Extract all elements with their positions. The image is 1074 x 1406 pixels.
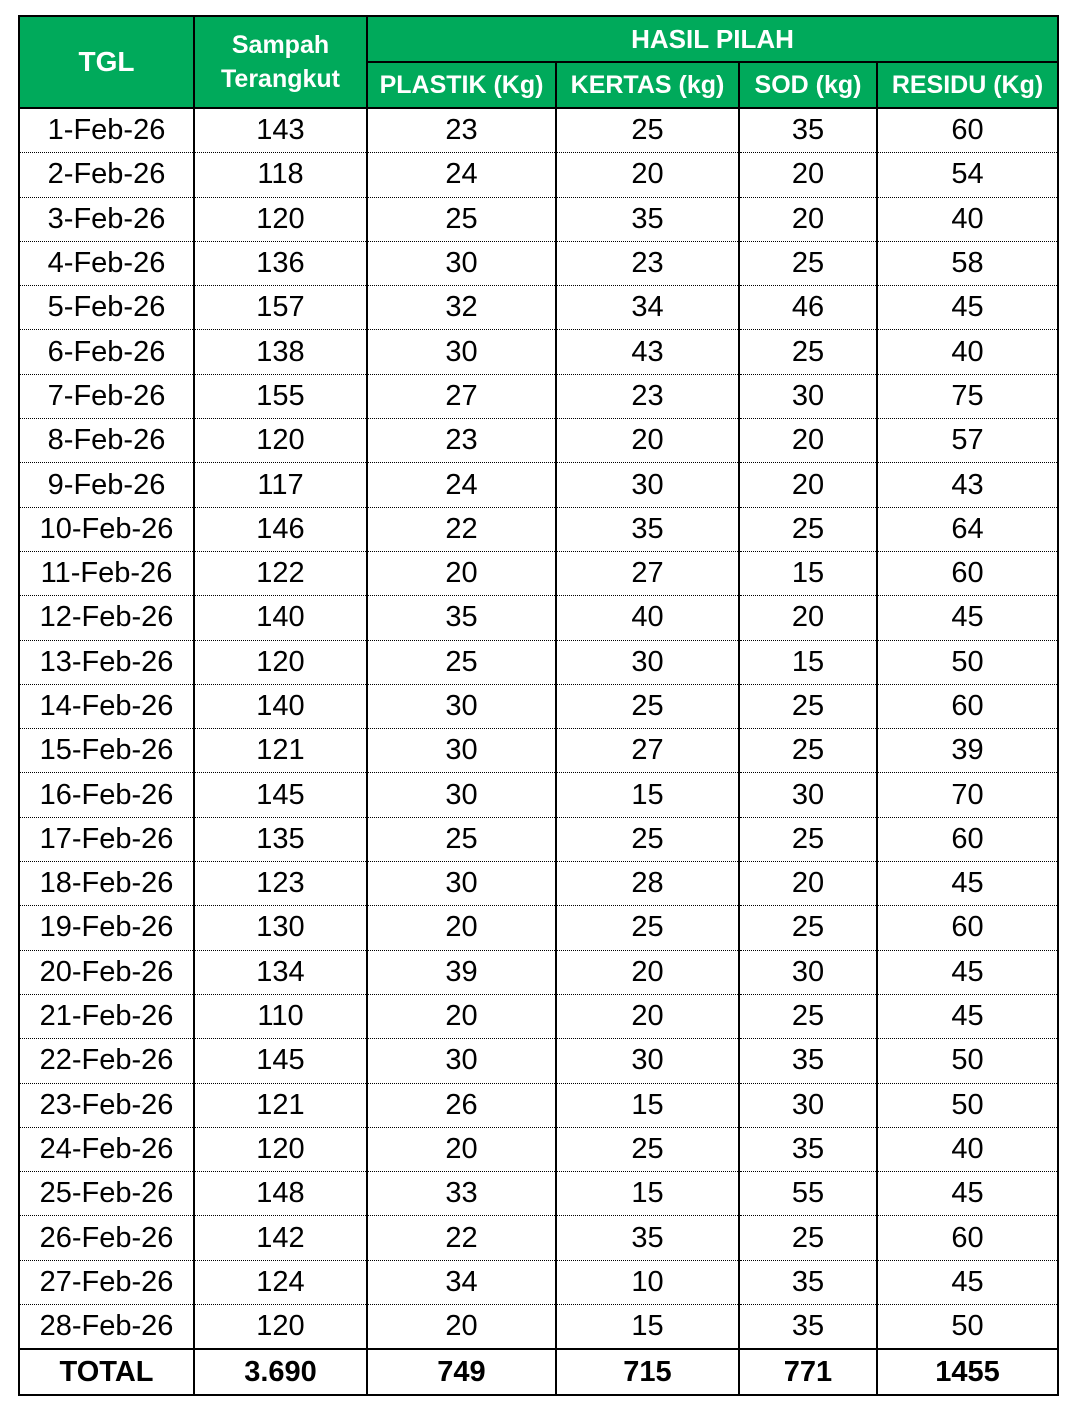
cell-tgl: 27-Feb-26	[19, 1260, 194, 1304]
cell-kertas: 25	[556, 684, 739, 728]
cell-tgl: 4-Feb-26	[19, 241, 194, 285]
cell-plastik: 30	[367, 330, 556, 374]
cell-plastik: 22	[367, 507, 556, 551]
cell-sampah: 145	[194, 1039, 367, 1083]
cell-plastik: 24	[367, 463, 556, 507]
cell-kertas: 43	[556, 330, 739, 374]
cell-plastik: 25	[367, 640, 556, 684]
cell-sampah: 136	[194, 241, 367, 285]
cell-plastik: 30	[367, 241, 556, 285]
header-tgl: TGL	[19, 16, 194, 108]
cell-tgl: 12-Feb-26	[19, 596, 194, 640]
cell-residu: 45	[877, 1260, 1058, 1304]
table-row	[19, 950, 1058, 994]
table-row	[19, 1305, 1058, 1350]
cell-sod: 30	[739, 950, 877, 994]
cell-sod: 25	[739, 241, 877, 285]
header-sod: SOD (kg)	[739, 62, 877, 108]
cell-plastik: 27	[367, 374, 556, 418]
cell-sod: 25	[739, 1216, 877, 1260]
cell-sod: 25	[739, 729, 877, 773]
cell-sod: 25	[739, 507, 877, 551]
cell-residu: 50	[877, 640, 1058, 684]
total-residu: 1455	[877, 1349, 1058, 1395]
cell-sampah: 120	[194, 197, 367, 241]
cell-plastik: 26	[367, 1083, 556, 1127]
cell-sampah: 124	[194, 1260, 367, 1304]
table-row	[19, 241, 1058, 285]
cell-kertas: 20	[556, 994, 739, 1038]
cell-plastik: 25	[367, 817, 556, 861]
cell-sod: 20	[739, 153, 877, 197]
cell-kertas: 25	[556, 817, 739, 861]
cell-tgl: 9-Feb-26	[19, 463, 194, 507]
cell-sod: 30	[739, 374, 877, 418]
cell-kertas: 20	[556, 153, 739, 197]
table-row	[19, 419, 1058, 463]
header-residu: RESIDU (Kg)	[877, 62, 1058, 108]
cell-residu: 50	[877, 1083, 1058, 1127]
cell-tgl: 26-Feb-26	[19, 1216, 194, 1260]
cell-sampah: 143	[194, 108, 367, 153]
total-row	[19, 1349, 1058, 1395]
cell-residu: 45	[877, 950, 1058, 994]
cell-sod: 35	[739, 108, 877, 153]
cell-plastik: 30	[367, 1039, 556, 1083]
cell-kertas: 35	[556, 197, 739, 241]
cell-tgl: 2-Feb-26	[19, 153, 194, 197]
cell-kertas: 35	[556, 1216, 739, 1260]
total-label: TOTAL	[19, 1349, 194, 1395]
cell-plastik: 30	[367, 773, 556, 817]
cell-tgl: 1-Feb-26	[19, 108, 194, 153]
cell-residu: 40	[877, 197, 1058, 241]
cell-sampah: 140	[194, 684, 367, 728]
table-row	[19, 817, 1058, 861]
cell-kertas: 30	[556, 463, 739, 507]
cell-tgl: 24-Feb-26	[19, 1127, 194, 1171]
cell-kertas: 25	[556, 1127, 739, 1171]
cell-sod: 35	[739, 1260, 877, 1304]
table-row	[19, 1216, 1058, 1260]
cell-tgl: 14-Feb-26	[19, 684, 194, 728]
cell-sod: 46	[739, 286, 877, 330]
cell-tgl: 17-Feb-26	[19, 817, 194, 861]
cell-kertas: 30	[556, 640, 739, 684]
cell-kertas: 34	[556, 286, 739, 330]
cell-plastik: 23	[367, 108, 556, 153]
cell-residu: 60	[877, 108, 1058, 153]
cell-residu: 45	[877, 994, 1058, 1038]
cell-plastik: 34	[367, 1260, 556, 1304]
cell-sampah: 123	[194, 862, 367, 906]
cell-sampah: 140	[194, 596, 367, 640]
table-row	[19, 1260, 1058, 1304]
cell-sampah: 121	[194, 1083, 367, 1127]
cell-tgl: 22-Feb-26	[19, 1039, 194, 1083]
total-sod: 771	[739, 1349, 877, 1395]
cell-plastik: 22	[367, 1216, 556, 1260]
cell-sampah: 120	[194, 1127, 367, 1171]
table-row	[19, 906, 1058, 950]
cell-residu: 50	[877, 1039, 1058, 1083]
cell-plastik: 20	[367, 994, 556, 1038]
cell-kertas: 15	[556, 1083, 739, 1127]
cell-sod: 25	[739, 906, 877, 950]
cell-sampah: 118	[194, 153, 367, 197]
cell-sod: 35	[739, 1305, 877, 1350]
total-plastik: 749	[367, 1349, 556, 1395]
cell-sampah: 117	[194, 463, 367, 507]
cell-sod: 20	[739, 197, 877, 241]
table-row	[19, 153, 1058, 197]
cell-kertas: 23	[556, 241, 739, 285]
cell-plastik: 24	[367, 153, 556, 197]
table-row	[19, 330, 1058, 374]
cell-residu: 40	[877, 1127, 1058, 1171]
cell-kertas: 20	[556, 950, 739, 994]
cell-tgl: 28-Feb-26	[19, 1305, 194, 1350]
total-sampah: 3.690	[194, 1349, 367, 1395]
cell-sampah: 110	[194, 994, 367, 1038]
cell-sampah: 145	[194, 773, 367, 817]
cell-plastik: 33	[367, 1172, 556, 1216]
cell-plastik: 20	[367, 551, 556, 595]
header-sampah-terangkut	[194, 16, 367, 108]
table-row	[19, 197, 1058, 241]
cell-kertas: 23	[556, 374, 739, 418]
table-row	[19, 596, 1058, 640]
cell-sampah: 120	[194, 1305, 367, 1350]
table-row	[19, 729, 1058, 773]
cell-sod: 25	[739, 817, 877, 861]
cell-plastik: 35	[367, 596, 556, 640]
cell-kertas: 10	[556, 1260, 739, 1304]
cell-residu: 60	[877, 1216, 1058, 1260]
cell-sampah: 120	[194, 640, 367, 684]
cell-residu: 45	[877, 596, 1058, 640]
cell-kertas: 15	[556, 773, 739, 817]
cell-sampah: 134	[194, 950, 367, 994]
cell-kertas: 25	[556, 108, 739, 153]
table-body	[19, 108, 1058, 1349]
header-plastik: PLASTIK (Kg)	[367, 62, 556, 108]
cell-kertas: 30	[556, 1039, 739, 1083]
cell-sampah: 146	[194, 507, 367, 551]
cell-residu: 43	[877, 463, 1058, 507]
cell-tgl: 10-Feb-26	[19, 507, 194, 551]
cell-tgl: 3-Feb-26	[19, 197, 194, 241]
cell-residu: 45	[877, 862, 1058, 906]
table-row	[19, 108, 1058, 153]
cell-tgl: 8-Feb-26	[19, 419, 194, 463]
table-row	[19, 286, 1058, 330]
cell-tgl: 20-Feb-26	[19, 950, 194, 994]
cell-sod: 25	[739, 684, 877, 728]
table-row	[19, 862, 1058, 906]
cell-residu: 60	[877, 684, 1058, 728]
table-row	[19, 994, 1058, 1038]
table-row	[19, 640, 1058, 684]
waste-sorting-table	[18, 15, 1059, 1396]
cell-tgl: 6-Feb-26	[19, 330, 194, 374]
cell-plastik: 20	[367, 906, 556, 950]
cell-tgl: 25-Feb-26	[19, 1172, 194, 1216]
cell-kertas: 28	[556, 862, 739, 906]
cell-kertas: 40	[556, 596, 739, 640]
cell-sampah: 130	[194, 906, 367, 950]
cell-residu: 70	[877, 773, 1058, 817]
cell-residu: 54	[877, 153, 1058, 197]
cell-residu: 60	[877, 817, 1058, 861]
cell-tgl: 15-Feb-26	[19, 729, 194, 773]
cell-tgl: 18-Feb-26	[19, 862, 194, 906]
header-kertas: KERTAS (kg)	[556, 62, 739, 108]
header-hasil-pilah: HASIL PILAH	[367, 16, 1058, 62]
table-row	[19, 463, 1058, 507]
cell-residu: 75	[877, 374, 1058, 418]
cell-sod: 35	[739, 1127, 877, 1171]
cell-tgl: 13-Feb-26	[19, 640, 194, 684]
cell-residu: 39	[877, 729, 1058, 773]
cell-residu: 50	[877, 1305, 1058, 1350]
cell-tgl: 23-Feb-26	[19, 1083, 194, 1127]
cell-plastik: 20	[367, 1127, 556, 1171]
cell-sod: 20	[739, 463, 877, 507]
cell-sampah: 135	[194, 817, 367, 861]
cell-tgl: 11-Feb-26	[19, 551, 194, 595]
cell-sod: 15	[739, 551, 877, 595]
cell-kertas: 35	[556, 507, 739, 551]
cell-plastik: 32	[367, 286, 556, 330]
cell-tgl: 16-Feb-26	[19, 773, 194, 817]
cell-kertas: 25	[556, 906, 739, 950]
cell-sampah: 155	[194, 374, 367, 418]
cell-residu: 57	[877, 419, 1058, 463]
table-footer	[19, 1349, 1058, 1395]
table-row	[19, 507, 1058, 551]
cell-sod: 55	[739, 1172, 877, 1216]
cell-tgl: 21-Feb-26	[19, 994, 194, 1038]
cell-sampah: 122	[194, 551, 367, 595]
cell-sod: 30	[739, 773, 877, 817]
cell-residu: 45	[877, 286, 1058, 330]
cell-sod: 20	[739, 862, 877, 906]
cell-plastik: 30	[367, 862, 556, 906]
cell-kertas: 20	[556, 419, 739, 463]
cell-residu: 58	[877, 241, 1058, 285]
cell-sod: 15	[739, 640, 877, 684]
cell-kertas: 15	[556, 1305, 739, 1350]
table-row	[19, 1127, 1058, 1171]
cell-residu: 60	[877, 906, 1058, 950]
cell-tgl: 5-Feb-26	[19, 286, 194, 330]
cell-residu: 45	[877, 1172, 1058, 1216]
cell-kertas: 15	[556, 1172, 739, 1216]
table-row	[19, 551, 1058, 595]
table-row	[19, 1083, 1058, 1127]
table-row	[19, 684, 1058, 728]
total-kertas: 715	[556, 1349, 739, 1395]
cell-sod: 30	[739, 1083, 877, 1127]
table-header	[19, 16, 1058, 108]
cell-sampah: 121	[194, 729, 367, 773]
cell-sampah: 120	[194, 419, 367, 463]
cell-plastik: 30	[367, 684, 556, 728]
cell-sod: 25	[739, 994, 877, 1038]
table-row	[19, 773, 1058, 817]
cell-sampah: 157	[194, 286, 367, 330]
cell-sod: 20	[739, 596, 877, 640]
cell-plastik: 25	[367, 197, 556, 241]
cell-plastik: 23	[367, 419, 556, 463]
cell-tgl: 19-Feb-26	[19, 906, 194, 950]
cell-sod: 35	[739, 1039, 877, 1083]
table-row	[19, 1172, 1058, 1216]
cell-kertas: 27	[556, 729, 739, 773]
cell-residu: 64	[877, 507, 1058, 551]
cell-plastik: 30	[367, 729, 556, 773]
cell-sod: 20	[739, 419, 877, 463]
cell-sampah: 138	[194, 330, 367, 374]
cell-residu: 60	[877, 551, 1058, 595]
cell-sampah: 142	[194, 1216, 367, 1260]
cell-residu: 40	[877, 330, 1058, 374]
cell-plastik: 39	[367, 950, 556, 994]
cell-sampah: 148	[194, 1172, 367, 1216]
table-row	[19, 1039, 1058, 1083]
table-row	[19, 374, 1058, 418]
cell-tgl: 7-Feb-26	[19, 374, 194, 418]
cell-plastik: 20	[367, 1305, 556, 1350]
cell-sod: 25	[739, 330, 877, 374]
cell-kertas: 27	[556, 551, 739, 595]
header-sampah-terangkut-text: Sampah Terangkut	[221, 31, 340, 93]
